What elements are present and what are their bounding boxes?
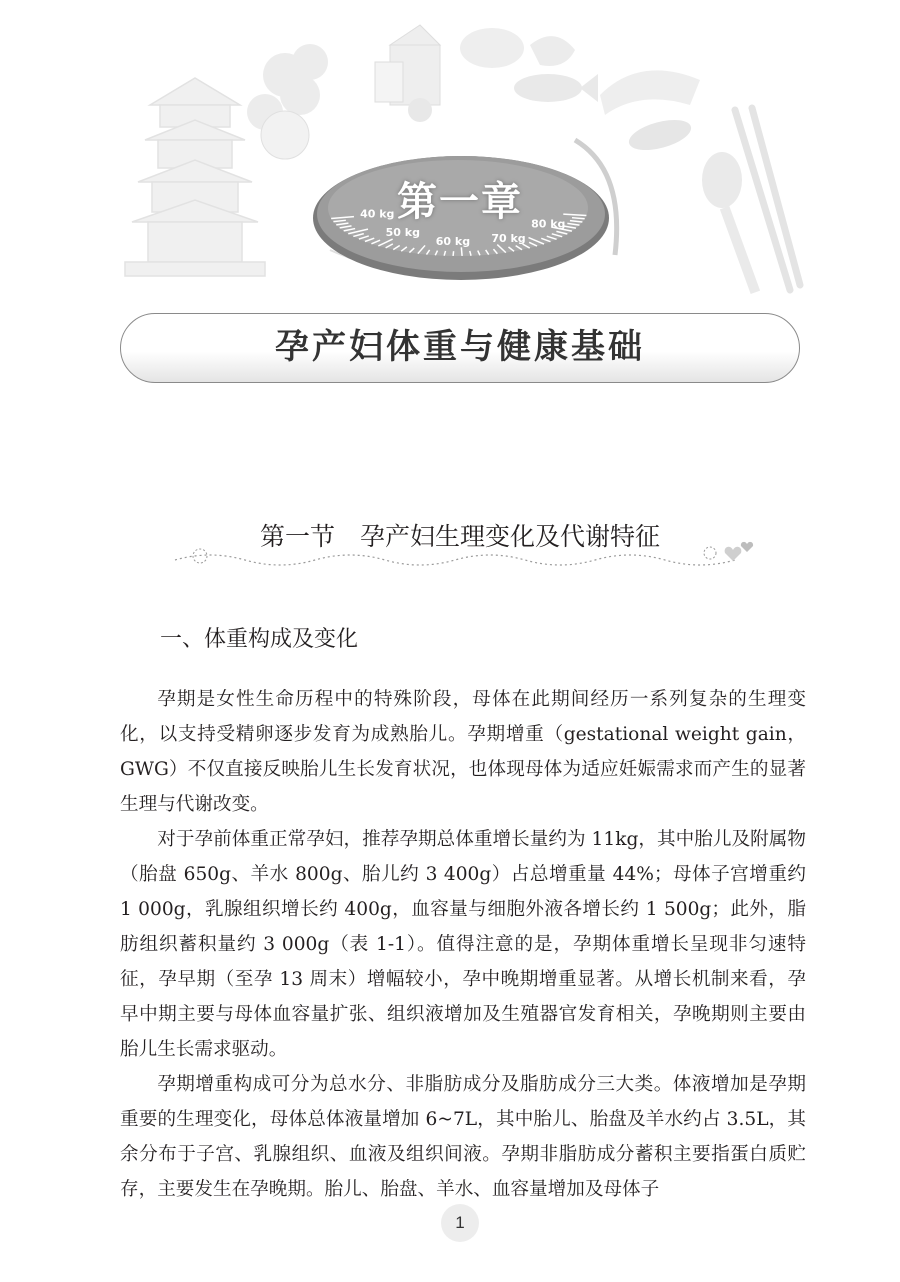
heart-icon [725,542,753,561]
dial-label: 80 kg [531,217,566,231]
chapter-title-banner [120,313,800,383]
bread-icon [600,70,700,115]
paragraph: 对于孕前体重正常孕妇，推荐孕期总体重增长量约为 11kg，其中胎儿及附属物（胎盘 650g、羊水 800g、胎儿约 3 400g）占总增重量 44%；母体子宫增重约 1 000g，乳腺组织增长约 400g，血容量与细胞外液各增长约 1 500g；此外，脂肪组织蓄积量约 3 000g（表 1-1）。值得注意的是，孕期体重增长呈现非匀速特征，孕早期（至孕 13 周末）增幅较小，孕中晚期增重显著。从增长机制来看，孕早中期主要与母体血容量扩张、组织液增加及生殖器官发育相关，孕晚期则主要由胎儿生长需求驱动。 [120,829,806,1060]
page-number: 1 [441,1204,479,1242]
dial-label: 40 kg [360,207,395,221]
orange-icon [261,111,309,159]
section-title: 第一节 孕产妇生理变化及代谢特征 [259,522,660,551]
body-text [120,682,806,1207]
dial-label: 50 kg [385,225,420,239]
dial-label: 70 kg [491,231,526,245]
section-title-dotted-ornament [165,538,760,578]
milk-carton-icon [375,25,440,105]
pagoda-icon [125,78,265,276]
chapter-title: 孕产妇体重与健康基础 [275,327,645,367]
tomato-icon [408,98,432,122]
dial-label: 60 kg [435,235,471,249]
meat-icon [460,28,524,68]
corn-icon [626,114,695,156]
fish-icon [514,74,598,102]
chapter-header-illustration [0,0,900,300]
shrimp-icon [530,36,575,66]
dial-tick [461,247,462,256]
paragraph: 孕期增重构成可分为总水分、非脂肪成分及脂肪成分三大类。体液增加是孕期重要的生理变化，母体总体液量增加 6~7L，其中胎儿、胎盘及羊水约占 3.5L，其余分布于子宫、乳腺组织、血液及组织间液。孕期非脂肪成分蓄积主要指蛋白质贮存，主要发生在孕晚期。胎儿、胎盘、羊水、血容量增加及母体子 [120,1074,806,1200]
paragraph: 孕期是女性生命历程中的特殊阶段，母体在此期间经历一系列复杂的生理变化，以支持受精卵逐步发育为成熟胎儿。孕期增重（gestational weight gain，GWG）不仅直接反映胎儿生长发育状况，也体现母体为适应妊娠需求而产生的显著生理与代谢改变。 [120,689,806,815]
subsection-heading: 一、体重构成及变化 [160,627,359,652]
chapter-number: 第一章 [397,179,523,225]
